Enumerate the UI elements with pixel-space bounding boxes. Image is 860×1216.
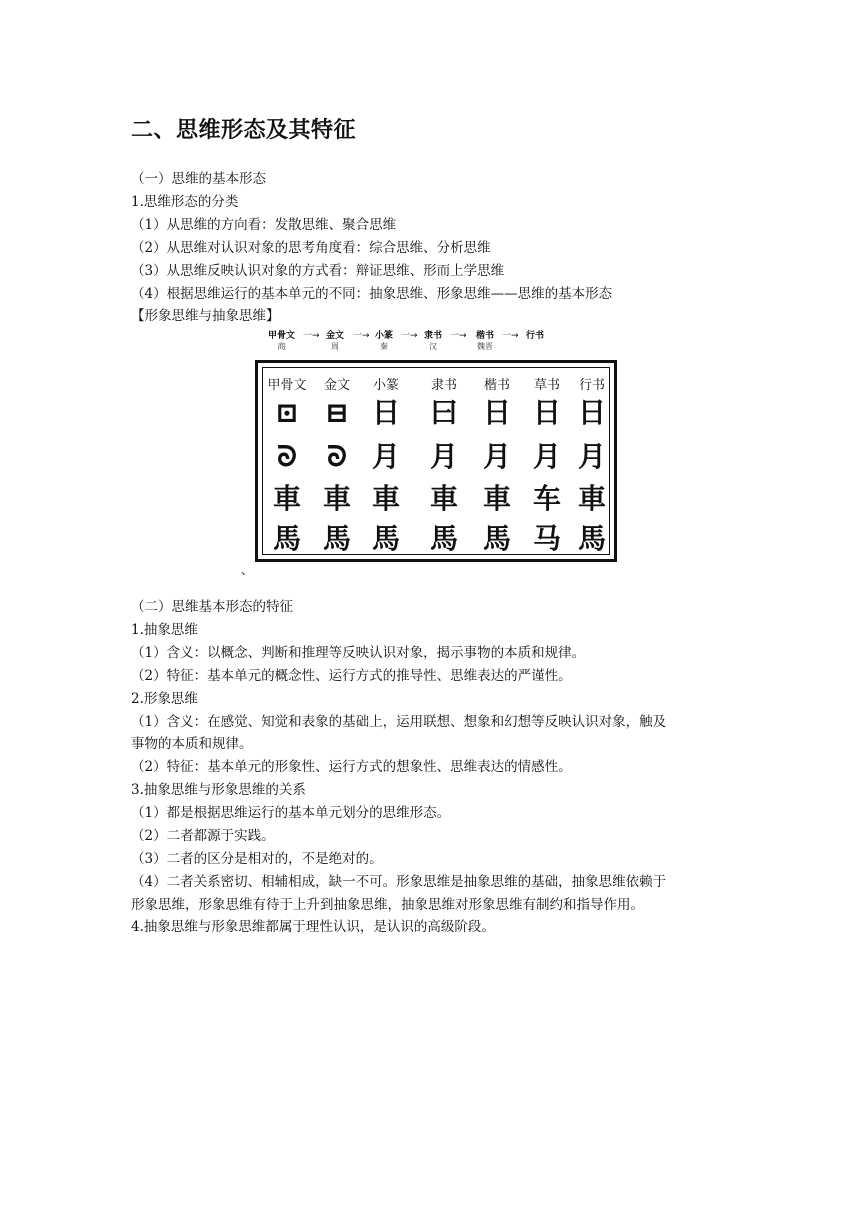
list-item-continuation: 事物的本质和规律。 [131, 736, 253, 752]
timeline-arrow: 一→ [303, 331, 320, 341]
timeline-arrow: 一→ [401, 331, 418, 341]
glyph-sun: 日 [482, 396, 511, 429]
subheading: 4.抽象思维与形象思维都属于理性认识，是认识的高级阶段。 [131, 919, 495, 935]
glyph-cart: 車 [322, 482, 351, 515]
subheading: 1.抽象思维 [131, 622, 198, 638]
list-item-continuation: 形象思维，形象思维有待于上升到抽象思维，抽象思维对形象思维有制约和指导作用。 [131, 897, 644, 913]
timeline-era: 秦 [380, 342, 388, 351]
list-item: （3）二者的区分是相对的，不是绝对的。 [131, 851, 383, 867]
script-timeline [268, 328, 558, 352]
glyph-sun: 曰 [429, 396, 458, 429]
glyph-horse: 馬 [272, 522, 301, 555]
timeline-script: 金文 [326, 331, 345, 341]
list-item: （2）特征：基本单元的概念性、运行方式的推导性、思维表达的严谨性。 [131, 668, 572, 684]
glyph-sun: 日 [577, 396, 606, 429]
column-header: 隶书 [430, 378, 457, 393]
glyph-cart: 車 [272, 482, 301, 515]
timeline-era: 汉 [429, 342, 437, 351]
timeline-era: 商 [277, 342, 286, 351]
caption-mark: 、 [241, 563, 254, 577]
timeline-arrow: 一→ [450, 331, 467, 341]
list-item: （2）特征：基本单元的形象性、运行方式的想象性、思维表达的情感性。 [131, 759, 572, 775]
timeline-script: 小篆 [375, 331, 394, 341]
subheading: 2.形象思维 [131, 691, 198, 707]
list-item: （2）二者都源于实践。 [131, 828, 275, 844]
list-item: （4）根据思维运行的基本单元的不同：抽象思维、形象思维——思维的基本形态 [131, 286, 613, 302]
list-item: （2）从思维对认识对象的思考角度看：综合思维、分析思维 [131, 240, 491, 256]
glyph-moon: 月 [482, 440, 511, 473]
page-title: 二、思维形态及其特征 [131, 118, 357, 143]
glyph-horse: 马 [532, 522, 561, 555]
timeline-item [424, 328, 442, 352]
timeline-arrow: 一→ [502, 331, 519, 341]
column-header: 金文 [323, 378, 350, 393]
table-frame [262, 367, 610, 555]
column-header: 甲骨文 [267, 378, 307, 393]
glyph-sun: 日 [532, 396, 561, 429]
glyph-cart: 車 [482, 482, 511, 515]
glyph-cart: 車 [371, 482, 400, 515]
timeline-era: 魏晋 [477, 342, 493, 351]
list-item: （1）含义：在感觉、知觉和表象的基础上，运用联想、想象和幻想等反映认识对象，触及 [131, 714, 667, 730]
section-heading: （二）思维基本形态的特征 [131, 599, 293, 615]
timeline-item [326, 328, 344, 352]
glyph-moon: ᘐ [327, 440, 347, 473]
glyph-horse: 馬 [429, 522, 458, 555]
timeline-script: 楷书 [476, 331, 495, 341]
column-header: 草书 [533, 378, 560, 393]
glyph-sun: ⊡ [275, 396, 299, 429]
glyph-moon: 月 [532, 440, 561, 473]
glyph-sun: ⊟ [325, 396, 349, 429]
timeline-item [268, 328, 295, 352]
timeline-script: 隶书 [424, 331, 443, 341]
timeline-item [375, 328, 393, 352]
list-item: （4）二者关系密切、相辅相成，缺一不可。形象思维是抽象思维的基础，抽象思维依赖于 [131, 874, 667, 890]
glyph-cart: 車 [429, 482, 458, 515]
column-header: 行书 [578, 378, 605, 393]
timeline-item [476, 328, 494, 352]
glyph-moon: 月 [371, 440, 400, 473]
character-evolution-table [255, 360, 617, 562]
column-header: 楷书 [483, 378, 510, 393]
timeline-script: 甲骨文 [268, 331, 296, 341]
glyph-horse: 馬 [322, 522, 351, 555]
timeline-era: 周 [331, 342, 339, 351]
figure-label: 【形象思维与抽象思维】 [131, 308, 280, 324]
timeline-item [526, 328, 544, 341]
glyph-sun: 日 [371, 396, 400, 429]
glyph-cart: 车 [532, 482, 561, 515]
subheading: 3.抽象思维与形象思维的关系 [131, 782, 306, 798]
list-item: （3）从思维反映认识对象的方式看：辩证思维、形而上学思维 [131, 263, 505, 279]
glyph-horse: 馬 [371, 522, 400, 555]
list-item: （1）都是根据思维运行的基本单元划分的思维形态。 [131, 805, 451, 821]
glyph-moon: 月 [577, 440, 606, 473]
glyph-horse: 馬 [577, 522, 606, 555]
list-item: （1）从思维的方向看：发散思维、聚合思维 [131, 217, 397, 233]
glyph-cart: 車 [577, 482, 606, 515]
subheading: 1.思维形态的分类 [131, 194, 239, 210]
glyph-moon: ᘐ [277, 440, 297, 473]
glyph-horse: 馬 [482, 522, 511, 555]
timeline-arrow: 一→ [353, 331, 370, 341]
list-item: （1）含义：以概念、判断和推理等反映认识对象，揭示事物的本质和规律。 [131, 645, 586, 661]
section-heading: （一）思维的基本形态 [131, 171, 266, 187]
column-header: 小篆 [372, 378, 399, 393]
glyph-moon: 月 [429, 440, 458, 473]
timeline-script: 行书 [526, 331, 545, 341]
